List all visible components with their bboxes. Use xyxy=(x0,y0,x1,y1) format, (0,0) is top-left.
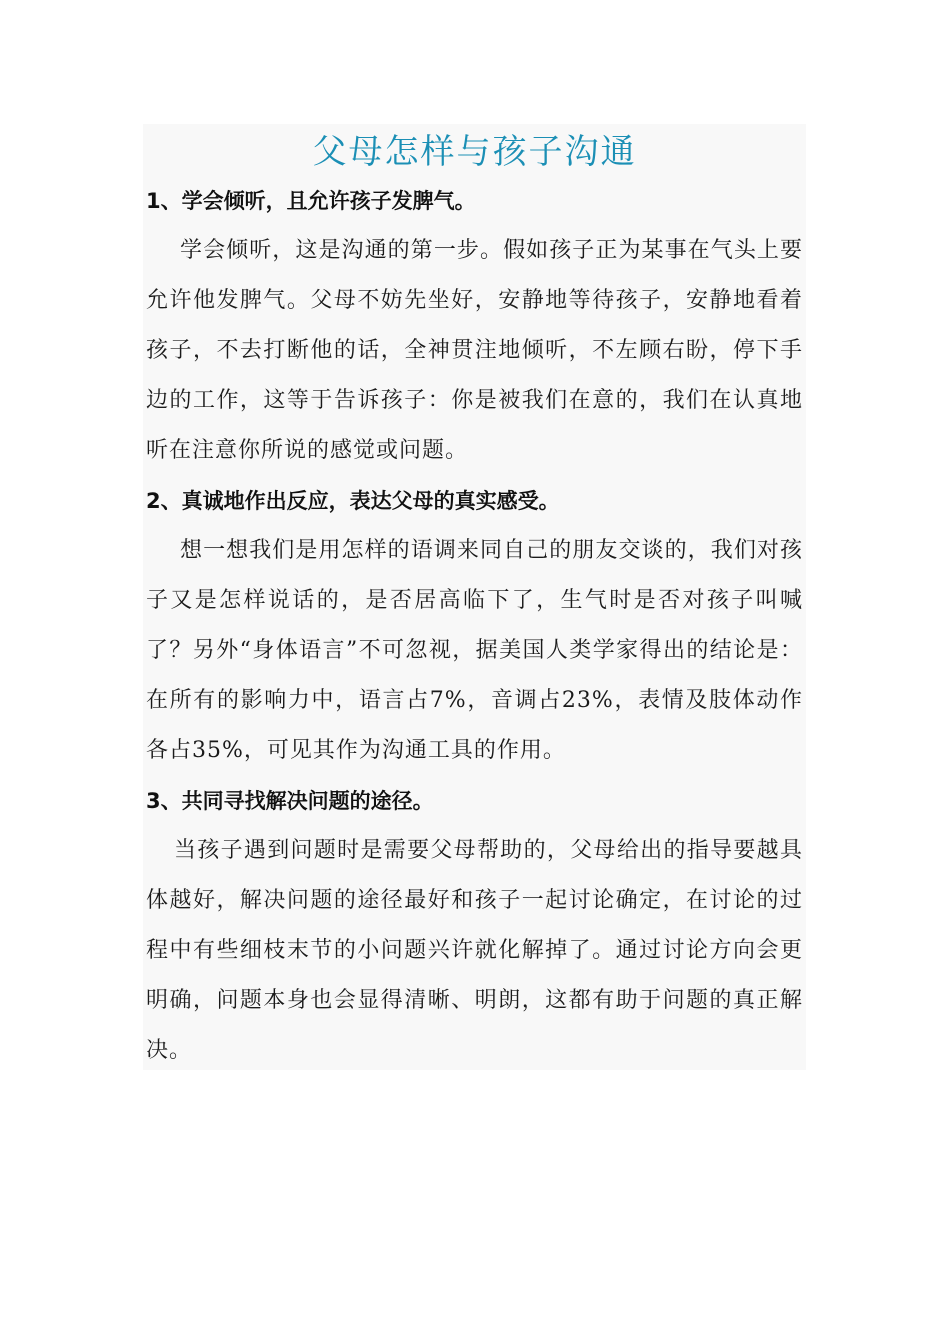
section-heading-2: 2、真诚地作出反应，表达父母的真实感受。 xyxy=(146,489,560,513)
section-body-2: 想一想我们是用怎样的语调来同自己的朋友交谈的，我们对孩子又是怎样说话的，是否居高临下了，生气时是否对孩子叫喊了？另外“身体语言”不可忽视，据美国人类学家得出的结论是：在所有的影响力中，语言占7%，音调占23%，表情及肢体动作各占35%，可见其作为沟通工具的作用。 xyxy=(146,538,803,763)
document-content xyxy=(143,124,806,1070)
section-body-1: 学会倾听，这是沟通的第一步。假如孩子正为某事在气头上要允许他发脾气。父母不妨先坐好，安静地等待孩子，安静地看着孩子，不去打断他的话，全神贯注地倾听，不左顾右盼，停下手边的工作，这等于告诉孩子：你是被我们在意的，我们在认真地听在注意你所说的感觉或问题。 xyxy=(146,238,803,463)
section-heading-1: 1、学会倾听，且允许孩子发脾气。 xyxy=(146,189,476,213)
section-heading-3: 3、共同寻找解决问题的途径。 xyxy=(146,789,434,813)
section-body-3: 当孩子遇到问题时是需要父母帮助的，父母给出的指导要越具体越好，解决问题的途径最好和孩子一起讨论确定，在讨论的过程中有些细枝末节的小问题兴许就化解掉了。通过讨论方向会更明确，问题本身也会显得清晰、明朗，这都有助于问题的真正解决。 xyxy=(146,838,803,1063)
document-title: 父母怎样与孩子沟通 xyxy=(312,132,637,172)
